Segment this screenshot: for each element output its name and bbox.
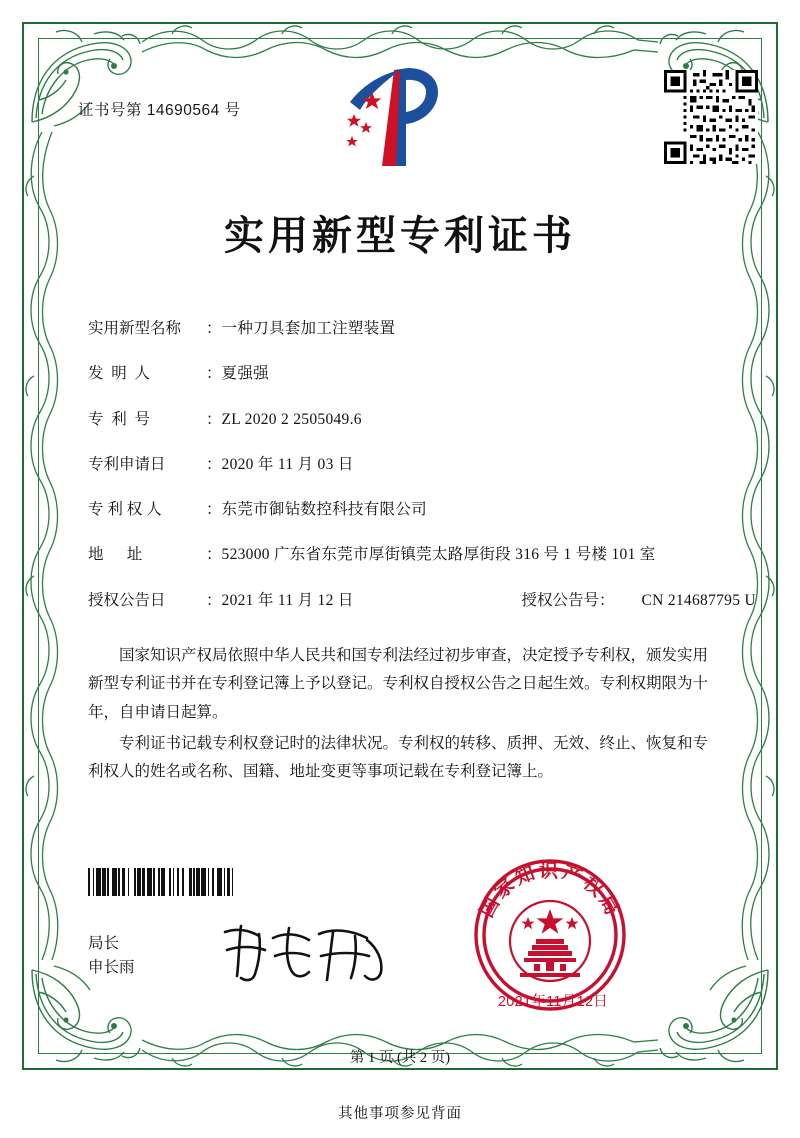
field-value: 523000 广东省东莞市厚街镇莞太路厚街段 316 号 1 号楼 101 室 (221, 546, 656, 564)
legal-paragraph-1: 国家知识产权局依照中华人民共和国专利法经过初步审查，决定授予专利权，颁发实用新型专利证书并在专利登记簿上予以登记。专利权自授权公告之日起生效。专利权期限为十年，自申请日起算。 (88, 646, 709, 722)
legal-paragraph-2: 专利证书记载专利权登记时的法律状况。专利权的转移、质押、无效、终止、恢复和专利权人的姓名或名称、国籍、地址变更等事项记载在专利登记簿上。 (88, 734, 709, 781)
seal-date: 2021年11月12日 (497, 994, 609, 1010)
field-label: 地 址 (88, 546, 143, 564)
barcode-bar (233, 868, 236, 896)
field-value: 东莞市御钻数控科技有限公司 (221, 501, 427, 518)
field-label: 专 利 号 (88, 410, 151, 428)
field-colon: ： (206, 591, 222, 609)
certificate-number: 证书号第 14690564 号 (78, 102, 241, 119)
barcode-icon (88, 868, 296, 896)
field-colon: ： (206, 501, 222, 518)
field-colon: ： (206, 455, 222, 473)
handwritten-signature-icon (215, 918, 395, 988)
signature-role-label: 局长 (88, 935, 120, 952)
signature-block (88, 932, 135, 980)
field-application-date (88, 453, 740, 476)
field-value: ZL 2020 2 2505049.6 (221, 410, 362, 428)
signature-name-label: 申长雨 (88, 959, 135, 977)
legal-text (60, 642, 740, 787)
footer-note: 其他事项参见背面 (338, 1106, 462, 1122)
field-label: 专 利 权 人 (88, 501, 162, 518)
field-value-grant-date: 2021 年 11 月 12 日 (221, 591, 354, 609)
field-value-grant-number: CN 214687795 U (641, 591, 756, 609)
field-grant-publication (88, 589, 756, 612)
page-number: 第 1 页 (共 2 页) (349, 1050, 451, 1066)
field-label: 发 明 人 (88, 365, 151, 383)
field-value: 夏强强 (221, 365, 269, 383)
field-label: 专利申请日 (88, 455, 166, 473)
field-patent-number (88, 408, 740, 431)
field-value: 2020 年 11 月 03 日 (221, 455, 354, 473)
field-colon: ： (206, 320, 222, 337)
field-list (60, 317, 756, 612)
field-inventor (88, 362, 740, 385)
field-colon: ： (206, 365, 222, 383)
field-colon: ： (206, 410, 222, 428)
field-colon: ： (206, 546, 222, 564)
field-utility-model-name (88, 317, 740, 340)
field-address (88, 543, 740, 566)
certificate-content (60, 70, 756, 789)
field-label-grant-number: 授权公告号： (521, 591, 615, 609)
page-title: 实用新型专利证书 (224, 212, 576, 259)
field-value: 一种刀具套加工注塑装置 (221, 320, 396, 337)
field-patentee (88, 498, 740, 521)
field-label: 授权公告日 (88, 591, 166, 609)
seal-arc-text: 国家知识产权局 (475, 860, 625, 922)
field-label: 实用新型名称 (88, 320, 182, 337)
